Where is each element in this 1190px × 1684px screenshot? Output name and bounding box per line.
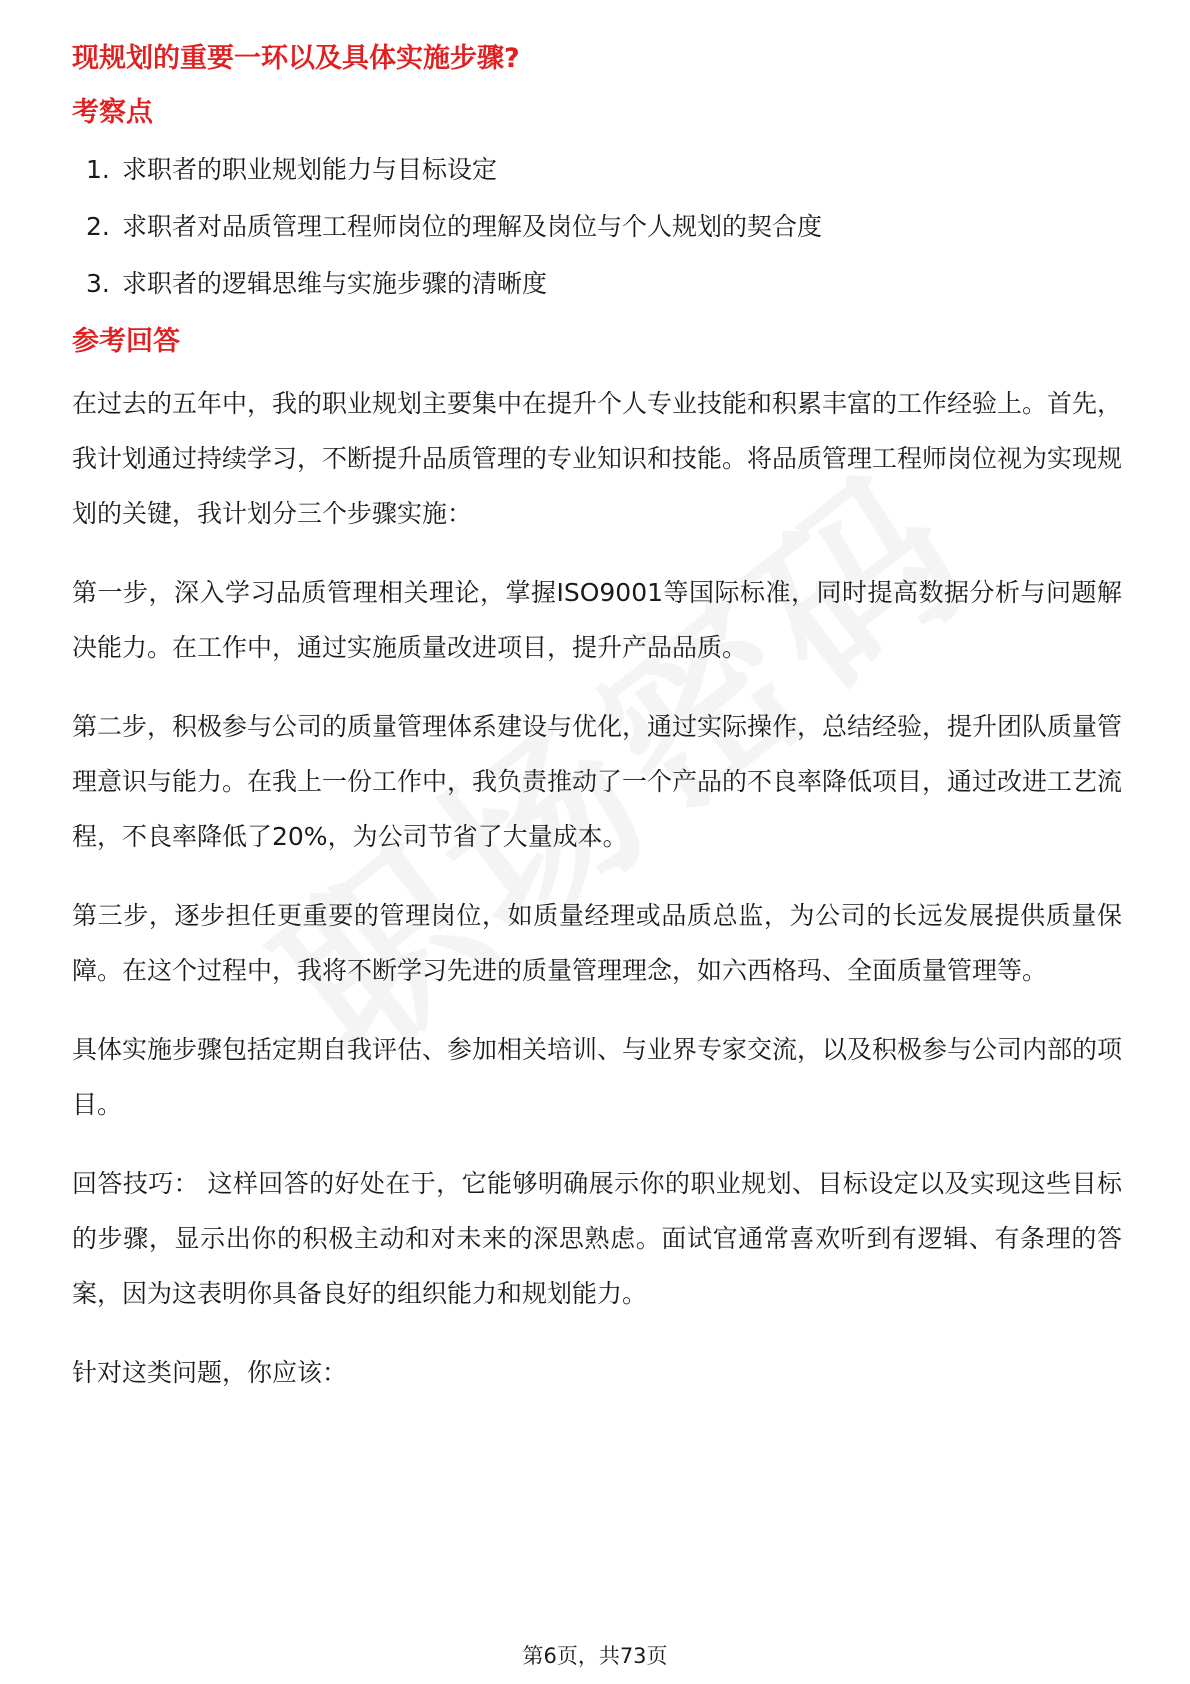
list-item-number: 2. xyxy=(86,211,110,241)
list-item-number: 1. xyxy=(86,154,110,184)
list-item xyxy=(86,266,1122,301)
list-item-text: 求职者对品质管理工程师岗位的理解及岗位与个人规划的契合度 xyxy=(122,211,823,241)
list-item-text: 求职者的职业规划能力与目标设定 xyxy=(122,154,498,184)
exam-points-list xyxy=(72,152,1122,301)
answer-paragraph-tips: 回答技巧： 这样回答的好处在于，它能够明确展示你的职业规划、目标设定以及实现这些目标的步骤，显示出你的积极主动和对未来的深思熟虑。面试官通常喜欢听到有逻辑、有条理的答案，因为这表明你具备良好的组织能力和规划能力。 xyxy=(72,1169,1122,1309)
list-item xyxy=(86,152,1122,187)
answer-paragraph-intro: 在过去的五年中，我的职业规划主要集中在提升个人专业技能和积累丰富的工作经验上。首先，我计划通过持续学习，不断提升品质管理的专业知识和技能。将品质管理工程师岗位视为实现规划的关键，我计划分三个步骤实施： xyxy=(72,389,1123,529)
answer-paragraph-implementation: 具体实施步骤包括定期自我评估、参加相关培训、与业界专家交流，以及积极参与公司内部的项目。 xyxy=(72,1035,1123,1120)
answer-heading: 参考回答 xyxy=(72,325,180,357)
list-item-number: 3. xyxy=(86,268,110,298)
list-item-text: 求职者的逻辑思维与实施步骤的清晰度 xyxy=(122,268,548,298)
list-item xyxy=(86,209,1122,244)
question-title: 现规划的重要一环以及具体实施步骤? xyxy=(72,43,520,74)
page-content xyxy=(72,40,1122,1424)
answer-paragraph-step-1: 第一步，深入学习品质管理相关理论，掌握ISO9001等国际标准，同时提高数据分析与问题解决能力。在工作中，通过实施质量改进项目，提升产品品质。 xyxy=(72,578,1122,663)
answer-paragraph-step-2: 第二步，积极参与公司的质量管理体系建设与优化，通过实际操作，总结经验，提升团队质量管理意识与能力。在我上一份工作中，我负责推动了一个产品的不良率降低项目，通过改进工艺流程，不良率降低了20%，为公司节省了大量成本。 xyxy=(72,712,1123,852)
page-number-footer: 第6页，共73页 xyxy=(522,1644,668,1668)
exam-points-heading: 考察点 xyxy=(72,96,153,128)
answer-paragraph-closing: 针对这类问题，你应该： xyxy=(72,1358,348,1388)
answer-paragraph-step-3: 第三步，逐步担任更重要的管理岗位，如质量经理或品质总监，为公司的长远发展提供质量保障。在这个过程中，我将不断学习先进的质量管理理念，如六西格玛、全面质量管理等。 xyxy=(72,901,1122,986)
